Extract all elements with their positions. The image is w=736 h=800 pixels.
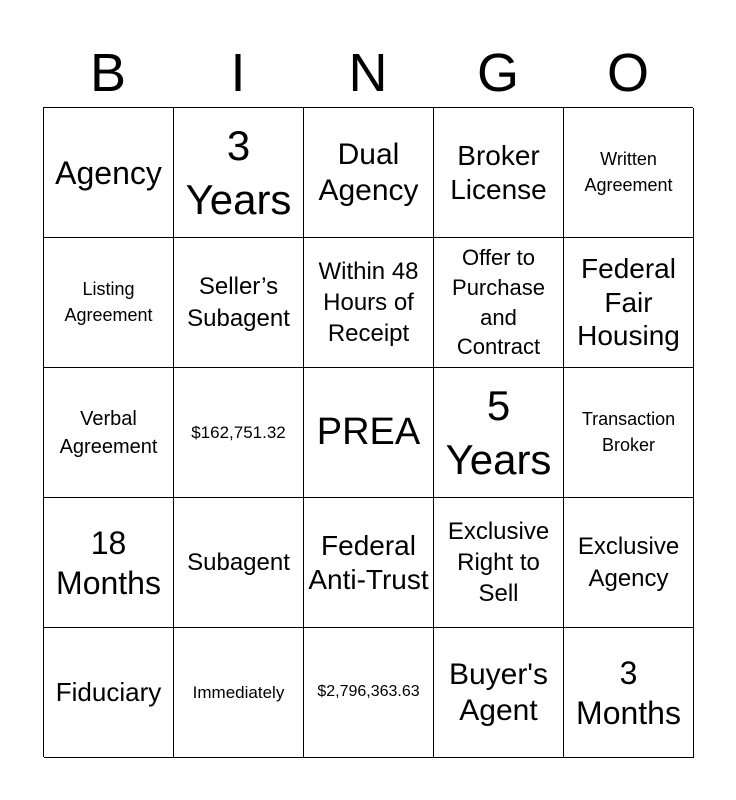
cell-text: Agency xyxy=(55,154,162,191)
bingo-cell[interactable] xyxy=(174,498,304,628)
bingo-cell[interactable] xyxy=(304,368,434,498)
cell-text: Federal Anti-Trust xyxy=(308,529,429,595)
header-letter-o: O xyxy=(606,43,649,103)
bingo-cell[interactable] xyxy=(564,238,694,368)
cell-text: PREA xyxy=(316,410,421,453)
cell-text: Dual Agency xyxy=(318,137,419,207)
cell-text: 5 Years xyxy=(445,381,552,483)
cell-text: 3 Years xyxy=(185,121,292,223)
cell-text: Within 48 Hours of Receipt xyxy=(318,257,419,348)
cell-text: Fiduciary xyxy=(55,677,162,708)
bingo-cell[interactable] xyxy=(304,238,434,368)
cell-text: Broker License xyxy=(450,139,547,205)
cell-text: Exclusive Agency xyxy=(577,533,680,592)
bingo-cell[interactable] xyxy=(564,498,694,628)
bingo-cell[interactable] xyxy=(174,368,304,498)
header-letter-b: B xyxy=(89,43,127,103)
bingo-cell[interactable] xyxy=(434,628,564,758)
bingo-cell[interactable] xyxy=(434,238,564,368)
bingo-cell[interactable] xyxy=(434,108,564,238)
cell-text: Exclusive Right to Sell xyxy=(447,517,550,608)
cell-text: Written Agreement xyxy=(584,149,673,195)
cell-text: $2,796,363.63 xyxy=(317,683,420,701)
bingo-header xyxy=(43,40,693,106)
cell-text: 18 Months xyxy=(56,524,161,601)
bingo-cell[interactable] xyxy=(564,108,694,238)
bingo-cell[interactable] xyxy=(44,368,174,498)
bingo-cell[interactable] xyxy=(44,498,174,628)
cell-text: Immediately xyxy=(192,682,285,702)
cell-text: Verbal Agreement xyxy=(59,407,158,458)
cell-text: Subagent xyxy=(187,548,290,576)
bingo-cell[interactable] xyxy=(434,368,564,498)
cell-text: Federal Fair Housing xyxy=(577,253,680,352)
bingo-cell[interactable] xyxy=(174,108,304,238)
bingo-cell[interactable] xyxy=(44,628,174,758)
header-letter-n: N xyxy=(348,43,388,103)
header-letter-g: G xyxy=(476,43,519,103)
cell-text: Seller’s Subagent xyxy=(187,273,290,332)
cell-text: Listing Agreement xyxy=(64,279,153,325)
bingo-cell[interactable] xyxy=(304,108,434,238)
bingo-cell[interactable] xyxy=(174,628,304,758)
cell-text: 3 Months xyxy=(576,654,681,731)
bingo-cell[interactable] xyxy=(434,498,564,628)
header-letter-i: I xyxy=(230,43,246,103)
cell-text: Buyer's Agent xyxy=(448,657,549,727)
bingo-board xyxy=(43,107,693,757)
bingo-cell[interactable] xyxy=(44,108,174,238)
bingo-cell[interactable] xyxy=(304,498,434,628)
bingo-cell[interactable] xyxy=(174,238,304,368)
cell-text: $162,751.32 xyxy=(191,422,286,442)
cell-text: Transaction Broker xyxy=(581,409,676,455)
bingo-cell[interactable] xyxy=(304,628,434,758)
bingo-cell[interactable] xyxy=(44,238,174,368)
cell-text: Offer to Purchase and Contract xyxy=(452,245,545,360)
bingo-cell[interactable] xyxy=(564,628,694,758)
bingo-cell[interactable] xyxy=(564,368,694,498)
